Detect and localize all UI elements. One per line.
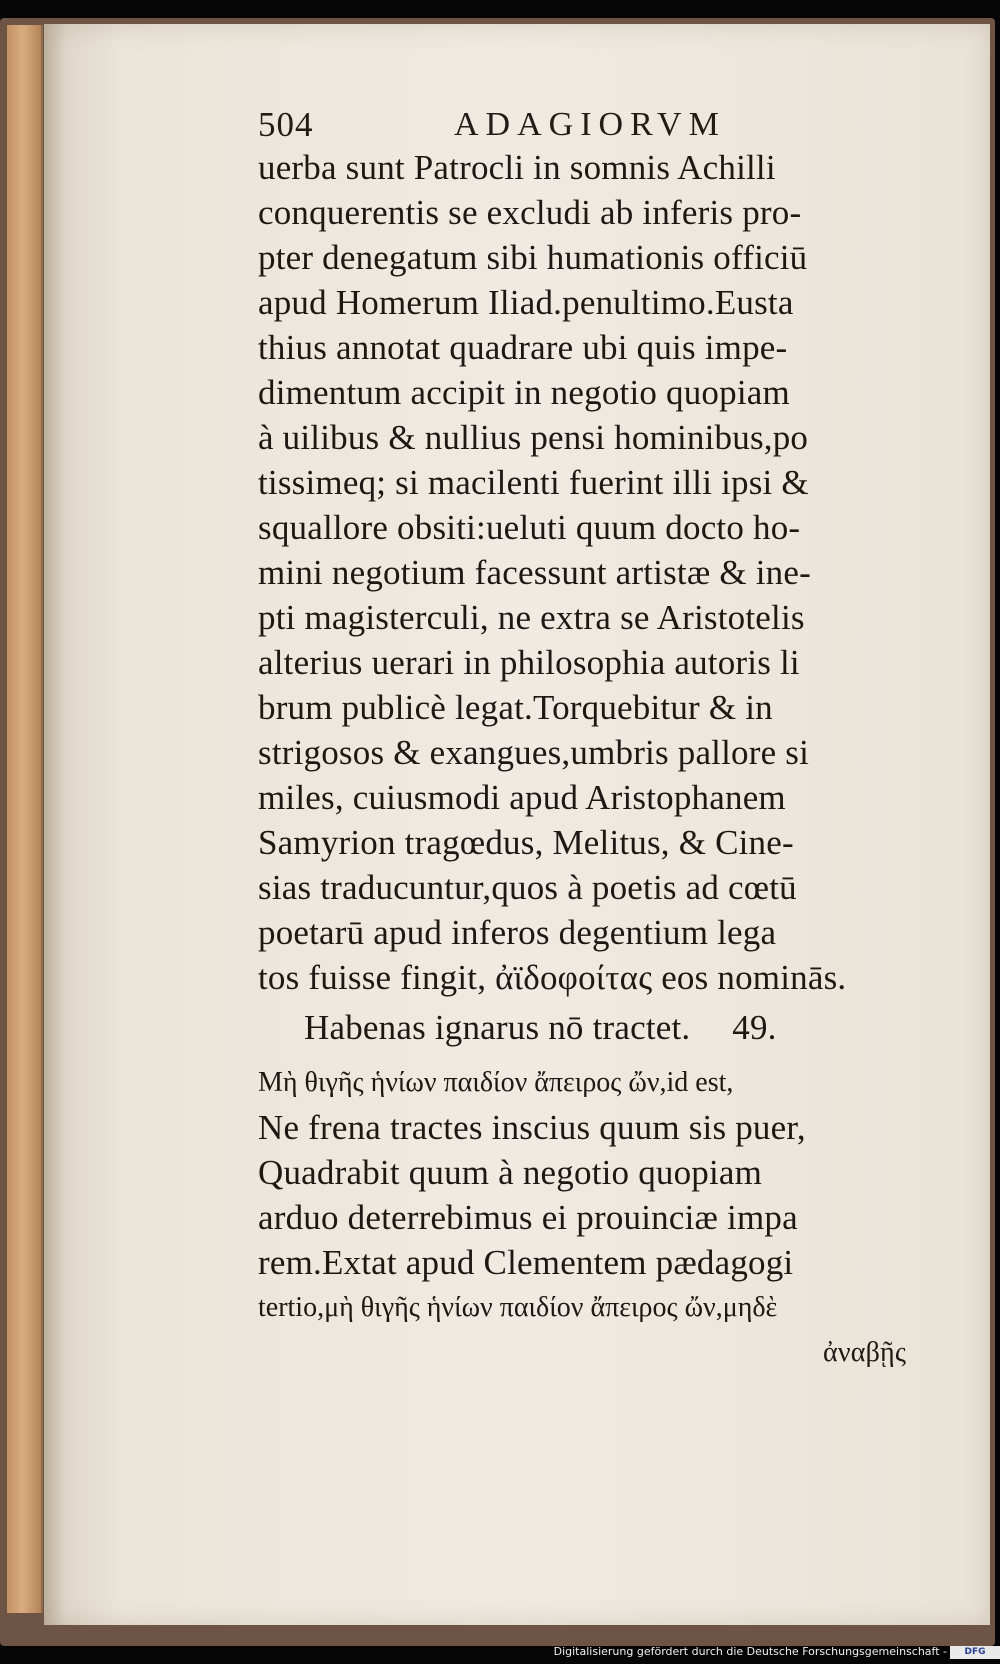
page-number: 504 <box>258 105 314 144</box>
adage-title: Habenas ignarus nō tractet. <box>304 1008 691 1047</box>
digitization-credit: Digitalisierung gefördert durch die Deutsche Forschungsgemeinschaft - <box>553 1645 947 1658</box>
text-line: pti magisterculi, ne extra se Aristotelis <box>258 598 805 637</box>
dfg-logo: DFG <box>950 1646 1000 1659</box>
text-line: alterius uerari in philosophia autoris li <box>258 643 800 682</box>
text-line: miles, cuiusmodi apud Aristophanem <box>258 778 786 817</box>
text-line: dimentum accipit in negotio quopiam <box>258 373 790 412</box>
running-title: ADAGIORVM <box>454 106 726 143</box>
text-line: strigosos & exangues,umbris pallore si <box>258 733 810 772</box>
greek-quotation-line: Μὴ θιγῆς ἡνίων παιδίον ἄπειρος ὤν,id est, <box>258 1067 734 1098</box>
text-line: à uilibus & nullius pensi hominibus,po <box>258 418 809 457</box>
text-line: pter denegatum sibi humationis officiū <box>258 238 808 277</box>
printed-page <box>44 24 990 1625</box>
main-text <box>258 144 948 1368</box>
text-line: mini negotium facessunt artistæ & ine- <box>258 553 811 592</box>
text-line: sias traducuntur,quos à poetis ad cœtū <box>258 868 797 907</box>
left-page-edge <box>7 25 43 1613</box>
text-line: Quadrabit quum à negotio quopiam <box>258 1153 763 1192</box>
text-line: apud Homerum Iliad.penultimo.Eusta <box>258 283 794 322</box>
text-line: tissimeq; si macilenti fuerint illi ipsi & <box>258 463 809 502</box>
running-head <box>258 103 818 147</box>
text-line: rem.Extat apud Clementem pædagogi <box>258 1243 794 1282</box>
text-line: conquerentis se excludi ab inferis pro- <box>258 193 802 232</box>
adage-heading <box>304 1004 777 1052</box>
text-line: uerba sunt Patrocli in somnis Achilli <box>258 148 776 187</box>
text-line: tertio,μὴ θιγῆς ἡνίων παιδίον ἄπειρος ὤν,μηδὲ <box>258 1292 778 1323</box>
text-line: thius annotat quadrare ubi quis impe- <box>258 328 788 367</box>
catchword: ἀναβῇς <box>823 1337 907 1368</box>
text-line: brum publicè legat.Torquebitur & in <box>258 688 773 727</box>
adage-number: 49. <box>732 1008 777 1047</box>
text-line: tos fuisse fingit, ἀϊδοφοίτας eos nominās. <box>258 958 847 997</box>
text-line: poetarū apud inferos degentium lega <box>258 913 777 952</box>
text-line: squallore obsiti:ueluti quum docto ho- <box>258 508 801 547</box>
text-line: arduo deterrebimus ei prouinciæ impa <box>258 1198 798 1237</box>
text-line: Samyrion tragœdus, Melitus, & Cine- <box>258 823 794 862</box>
text-line: Ne frena tractes inscius quum sis puer, <box>258 1108 806 1147</box>
